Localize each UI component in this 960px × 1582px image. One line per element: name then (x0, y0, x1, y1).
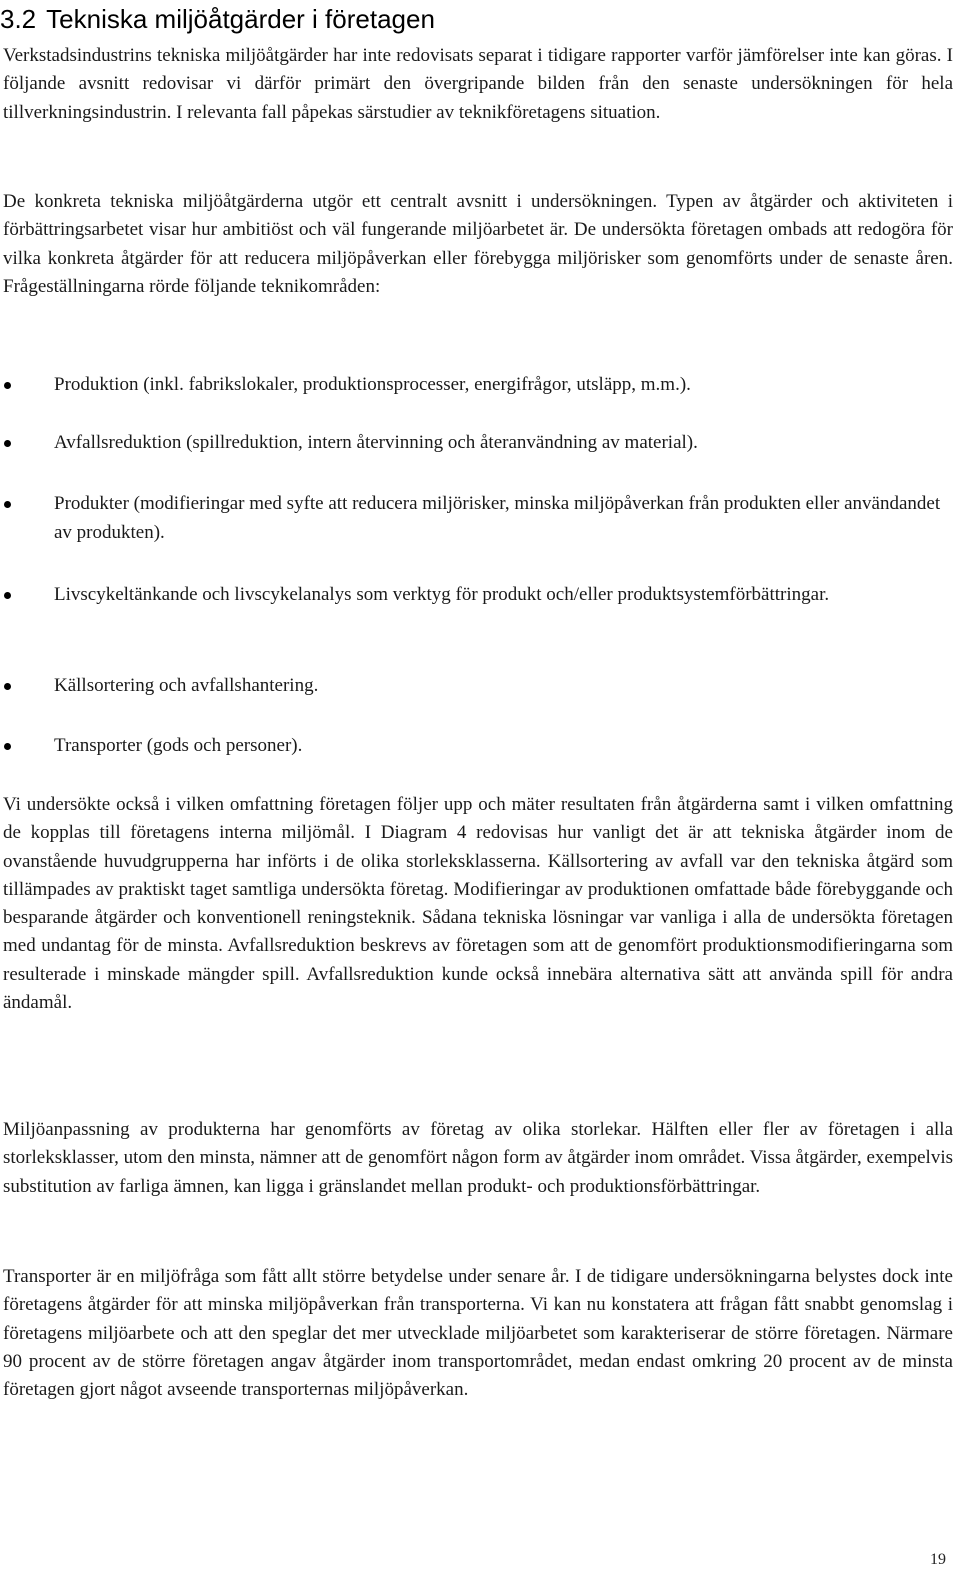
list-item (0, 731, 955, 760)
list-item (0, 428, 955, 457)
page-number: 19 (930, 1551, 946, 1568)
list-item (0, 580, 955, 609)
bullet-icon (4, 592, 11, 599)
list-item-text: Källsortering och avfallshantering. (54, 675, 319, 696)
paragraph-transports: Transporter är en miljöfråga som fått allt större betydelse under senare år. I de tidigare undersökningarna belystes dock inte företagens åtgärder för att minska miljöpåverkan från transporterna. Vi kan nu konstatera att frågan fått snabbt genomslag i företagens miljöarbete och att den speglar det mer utvecklade miljöarbetet som karakteriserar de större företagen. Närmare 90 procent av de större företagen angav åtgärder inom transportområdet, medan endast omkring 20 procent av de minsta företagen gjort något avseende transporternas miljöpåverkan. (3, 1266, 953, 1401)
section-heading (0, 2, 435, 36)
section-title: Tekniska miljöåtgärder i företagen (46, 4, 435, 34)
list-item-text: Livscykeltänkande och livscykelanalys som verktyg för produkt och/eller produktsystemförbättringar. (54, 584, 830, 605)
bullet-icon (4, 743, 11, 750)
bullet-icon (4, 683, 11, 690)
list-item (0, 370, 955, 399)
section-number: 3.2 (0, 4, 37, 34)
list-item (0, 671, 955, 700)
bullet-icon (4, 501, 11, 508)
bullet-icon (4, 382, 11, 389)
paragraph-intro: Verkstadsindustrins tekniska miljöåtgärder har inte redovisats separat i tidigare rapporter varför jämförelser inte kan göras. I följande avsnitt redovisar vi därför primärt den övergripande bilden från den senaste undersökningen för hela tillverkningsindustrin. I relevanta fall påpekas särstudier av teknikföretagens situation. (3, 45, 953, 123)
paragraph-follow-up: Vi undersökte också i vilken omfattning företagen följer upp och mäter resultaten från åtgärderna samt i vilken omfattning de kopplas till företagens interna miljömål. I Diagram 4 redovisas hur vanligt det är att tekniska åtgärder inom de ovanstående huvudgrupperna har införts i de olika storleksklasserna. Källsortering av avfall var den tekniska åtgärd som tillämpades av praktiskt taget samtliga undersökta företag. Modifieringar av produktionen omfattade både förebyggande och besparande åtgärder och konventionell reningsteknik. Sådana tekniska lösningar var vanliga i alla de undersökta företagen med undantag för de minsta. Avfallsreduktion beskrevs av företagen som att de genomfört produktionsmodifieringarna som resulterade i minskade mängder spill. Avfallsreduktion kunde också innebära alternativa sätt att använda spill för andra ändamål. (3, 794, 953, 1014)
paragraph-products: Miljöanpassning av produkterna har genomförts av företag av olika storlekar. Hälften eller fler av företagen i alla storleksklasser, utom den minsta, nämner att de genomfört någon form av åtgärder inom området. Vissa åtgärder, exempelvis substitution av farliga ämnen, kan ligga i gränslandet mellan produkt- och produktionsförbättringar. (3, 1119, 953, 1197)
paragraph-technical-measures: De konkreta tekniska miljöåtgärderna utgör ett centralt avsnitt i undersökningen. Typen av åtgärder och aktiviteten i förbättringsarbetet visar hur ambitiöst och väl fungerande miljöarbetet är. De undersökta företagen ombads att redogöra för vilka konkreta åtgärder för att reducera miljöpåverkan eller förebygga miljörisker som genomförts under de senaste åren. Frågeställningarna rörde följande teknikområden: (3, 191, 953, 297)
list-item-text: Produktion (inkl. fabrikslokaler, produktionsprocesser, energifrågor, utsläpp, m.m.). (54, 374, 691, 395)
bullet-icon (4, 440, 11, 447)
list-item (0, 489, 955, 547)
list-item-text: Avfallsreduktion (spillreduktion, intern återvinning och återanvändning av material). (54, 432, 698, 453)
list-item-text: Transporter (gods och personer). (54, 735, 303, 756)
list-item-text: Produkter (modifieringar med syfte att reducera miljörisker, minska miljöpåverkan från produkten eller användandet av produkten). (54, 493, 941, 543)
